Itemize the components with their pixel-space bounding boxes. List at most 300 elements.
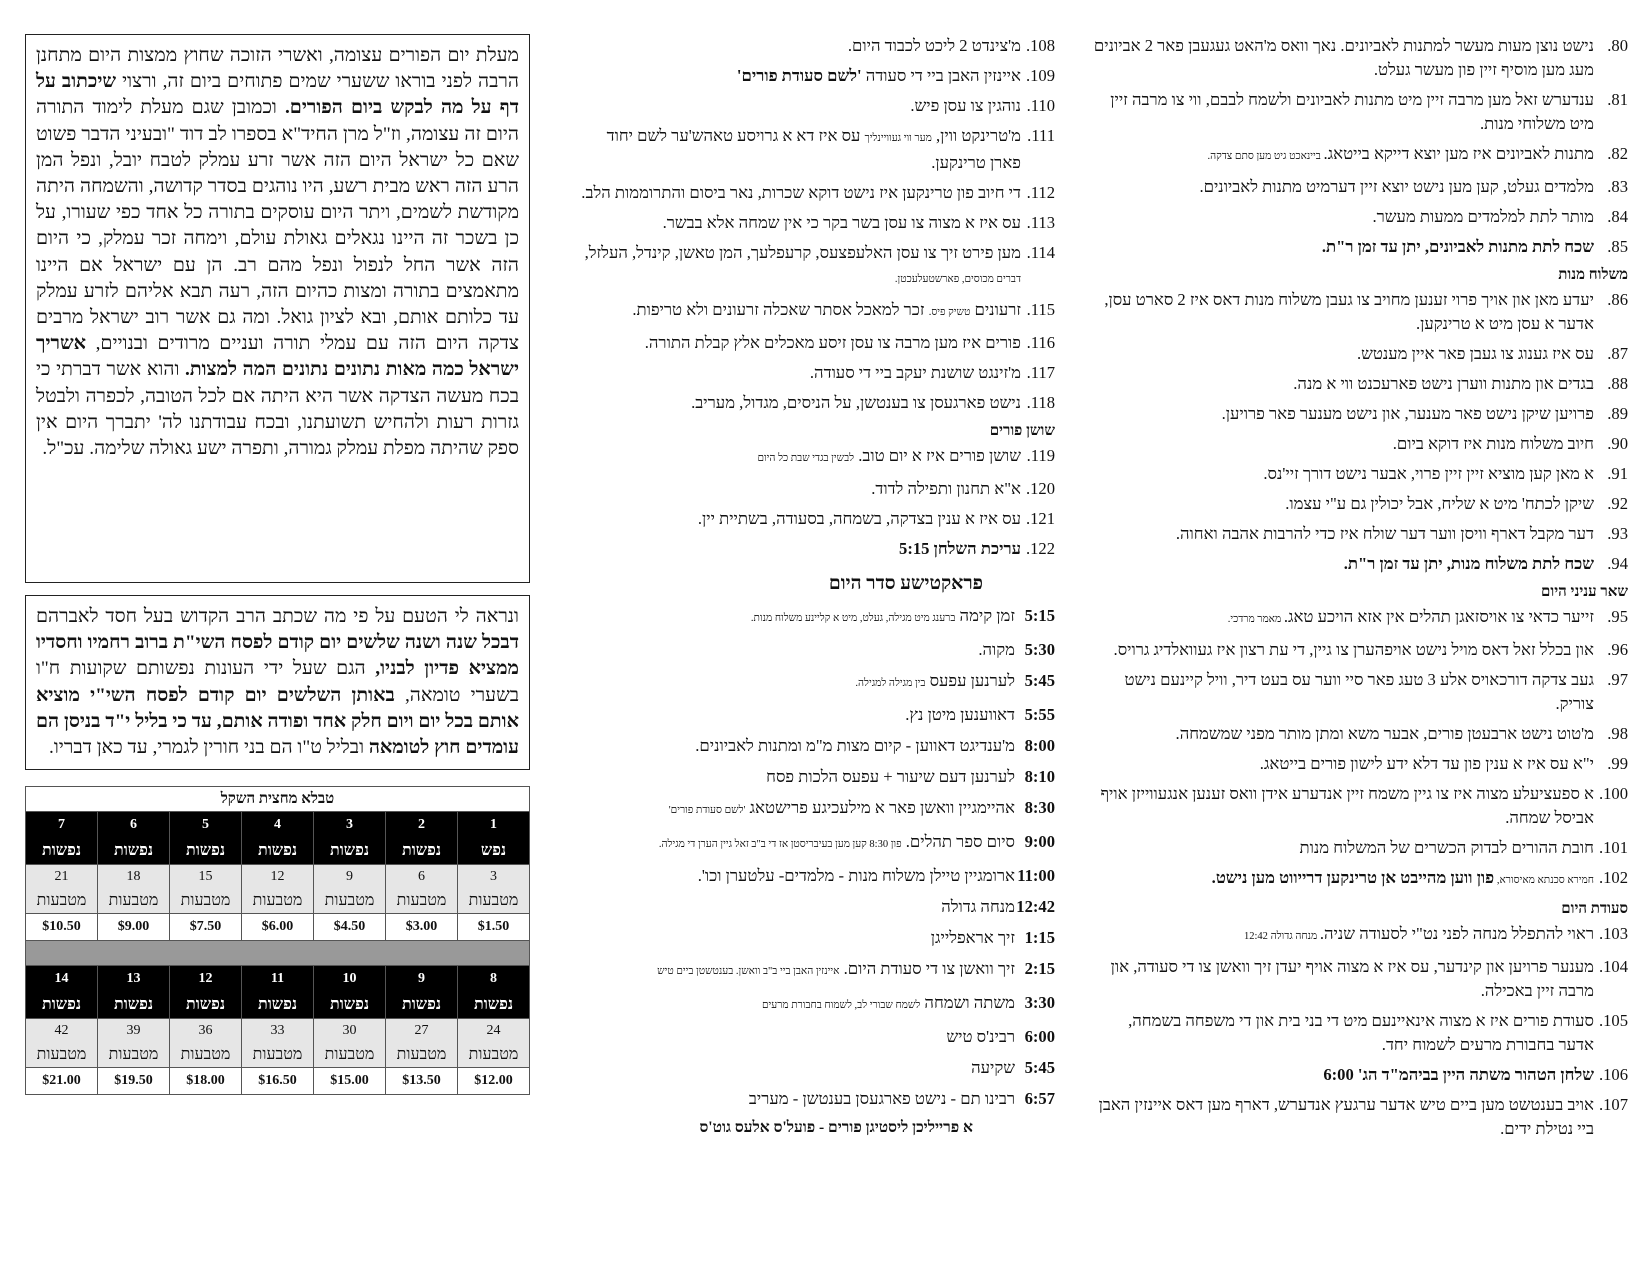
item-number: 87. [1607,344,1628,363]
item-note: מאמר מרדכי. [1227,614,1284,625]
item-number: 82. [1607,144,1628,163]
list-item [1090,782,1628,830]
item-bold-text: פון ווען מהייבט אן טרינקען דרייווט מען נישט. [1211,868,1495,887]
item-number: 90. [1607,434,1628,453]
table-cell-souls [458,966,530,1019]
list-item [1090,402,1628,426]
schedule-time: 5:15 [1024,606,1055,625]
schedule-item [580,863,1055,888]
left-column [25,34,530,1095]
list-item [580,94,1055,118]
souls-count: 6 [130,817,137,833]
table-cell-souls [98,812,170,865]
item-number: 93. [1607,524,1628,543]
item-main-text: עריכת השלחן 5:15 [899,539,1021,558]
table-cell-souls [170,966,242,1019]
coins-count: 6 [418,869,425,885]
item-text [580,361,1021,385]
item-main-text: עס איז א ענין בצדקה, בשמחה, בסעודה, בשתיית יין. [697,509,1021,528]
item-main-text: שושן פורים איז א יום טוב. [854,446,1021,465]
item-text [580,391,1021,415]
item-text [580,298,1021,325]
item-main-text: זרעונים [970,300,1021,319]
schedule-time: 6:00 [1024,1027,1055,1046]
souls-count: 14 [54,971,69,987]
table-cell-price: $10.50 [26,914,98,941]
item-main-text: מ'טרינקט ווין, [931,126,1021,145]
item-number: 99. [1607,754,1628,773]
item-main-text: חיוב משלוח מנות איז דוקא ביום. [1392,434,1594,453]
item-text [580,64,1021,88]
schedule-note: 'לשם סעודת פורים' [668,805,746,816]
schedule-time: 2:15 [1024,959,1055,978]
souls-label: נפשות [257,842,298,860]
item-main-text: מ'צינדט 2 ליכט לכבוד היום. [847,36,1021,55]
coins-label: מטבעות [396,892,447,910]
coins-label: מטבעות [324,1046,375,1064]
list-item [1090,372,1628,396]
item-number: 83. [1607,177,1628,196]
table-cell-souls [26,966,98,1019]
list-item [1090,722,1628,746]
schedule-text [580,990,1015,1018]
coins-count: 39 [126,1023,141,1039]
schedule-item [580,733,1055,758]
schedule-main-text: לערנען עפעס [925,671,1015,690]
table-cell-souls [242,812,314,865]
coins-label: מטבעות [36,1046,87,1064]
coins-label: מטבעות [468,892,519,910]
schedule-main-text: אהיימגיין וואשן פאר א מילעכיגע פרישטאג [745,798,1015,817]
item-number: 121. [1025,509,1055,528]
item-main-text: נוהגין צו עסן פיש. [910,96,1021,115]
schedule-note: פון 8:30 קען מען בעיבריסטן אז די ב"ב זאל גיין הערן די מגילה. [658,839,902,850]
item-number: 115. [1026,300,1055,319]
list-item [1090,922,1628,949]
list-item [1090,638,1628,662]
item-number: 110. [1026,96,1055,115]
item-text [580,124,1021,175]
item-main-text: י"א עס איז א ענין פון עד דלא ידע לישון פורים בייטאג. [1259,754,1594,773]
coins-label: מטבעות [252,1046,303,1064]
item-text [1090,235,1594,259]
item-main-text: די חיוב פון טרינקען איז נישט דוקא שכרות, נאר ביסום והתרוממות הלב. [581,183,1021,202]
schedule-main-text: דאווענען מיטן נץ. [905,705,1015,724]
schedule-time: 8:30 [1024,798,1055,817]
item-text [1090,34,1594,82]
table-coins-row [26,1019,530,1068]
schedule-main-text: מנחה גדולה [941,897,1015,916]
item-text [1090,342,1594,366]
section-heading-shushan-purim: שושן פורים [989,423,1055,439]
schedule-text [580,829,1015,857]
list-item [1090,605,1628,632]
item-main-text: נישט נוצן מעות מעשר למתנות לאביונים. נאך וואס מ'האט געגעבן פאר 2 אביונים מעג מען מוסיף זיין פון מעשר געלט. [1093,36,1594,79]
item-text [1090,288,1594,336]
list-item [1090,342,1628,366]
item-main-text: ראוי להתפלל מנחה לפני נט"י לסעודה שניה. [1319,924,1594,943]
schedule-main-text: לערנען דעם שיעור + עפעס הלכות פסח [766,767,1015,786]
schedule-time: 8:10 [1024,767,1055,786]
souls-label: נפשות [41,842,82,860]
list-item [1090,955,1628,1003]
right-column [1090,34,1628,1147]
list-item [1090,88,1628,136]
essay-text: מעלת יום הפורים עצומה, ואשרי הזוכה שחוץ ממצות היום מתחנן הרבה לפני בוראו ששערי שמים פתוחים ביום זה, ורצוי [36,45,519,93]
essay-box-purim [25,34,530,583]
item-number: 107. [1598,1095,1628,1114]
item-number: 85. [1607,237,1628,256]
table-cell-price: $9.00 [98,914,170,941]
item-number: 118. [1026,393,1055,412]
item-main-text: מ'טוט נישט ארבעטן פורים, אבער משא ומתן מותר מפני שמשמחה. [1175,724,1594,743]
schedule-list [580,603,1055,1111]
item-main-text: געב צדקה דורכאויס אלע 3 טעג פאר סיי ווער עס בעט דיר, וויל קיינעם נישט צוריק. [1124,670,1594,713]
list-item [580,507,1055,531]
essay-bold-text: אשריך ישראל כמה מאות נתונים נתונים המה למצות. [36,333,519,381]
item-text [1090,1063,1594,1087]
schedule-text [580,795,1015,823]
table-header-row [26,812,530,865]
item-text [1090,1009,1594,1057]
item-text [580,34,1021,58]
schedule-item [580,990,1055,1018]
item-text [1090,668,1594,716]
table-coins-row [26,865,530,914]
item-number: 120. [1025,479,1055,498]
table-cell-price: $19.50 [98,1068,170,1095]
essay-text: ונראה לי הטעם על פי מה שכתב הרב הקדוש בעל חסד לאברהם [36,606,519,627]
coins-label: מטבעות [108,1046,159,1064]
list-item [580,477,1055,501]
item-main-text: חמירא סכנתא מאיסורא, [1494,875,1594,886]
item-number: 117. [1026,363,1055,382]
item-text-continued: עס איז דא א גרויסע טאהש'ער לשם יחוד פארן טרינקען. [606,126,1021,172]
schedule-time: 5:45 [1024,1058,1055,1077]
table-cell-coins [170,865,242,914]
table-cell-price: $18.00 [170,1068,242,1095]
souls-label: נפשות [329,842,370,860]
item-main-text: פורים איז מען מרבה צו עסן זיסע מאכלים אלץ קבלת התורה. [644,333,1021,352]
table-cell-souls [386,812,458,865]
item-number: 98. [1607,724,1628,743]
table-cell-price: $4.50 [314,914,386,941]
coins-count: 18 [126,869,141,885]
item-number: 86. [1607,290,1628,309]
souls-label: נפשות [113,842,154,860]
item-number: 105. [1598,1011,1628,1030]
table-cell-price: $21.00 [26,1068,98,1095]
coins-label: מטבעות [180,892,231,910]
list-item [580,64,1055,88]
item-main-text: אויב בענטשט מען ביים טיש אדער ערגעץ אנדערש, דארף מען דאס איינזין האבן ביי נטילת ידים. [1098,1095,1594,1138]
schedule-main-text: מ'ענדיגט דאווען - קיום מצות מ"מ ומתנות לאביונים. [695,736,1015,755]
schedule-text [580,894,1015,919]
schedule-main-text: מקוה. [978,640,1015,659]
list-item [580,298,1055,325]
schedule-item [580,603,1055,631]
list-item [1090,288,1628,336]
schedule-text [580,603,1015,631]
item-number: 114. [1026,243,1055,262]
table-cell-souls [314,812,386,865]
schedule-note: איינזין האבן ביי ב"ב וואשן. בענטשטן ביים טיש [657,966,840,977]
item-main-text: שכח לתת מתנות לאביונים, יתן עד זמן ר"ת. [1321,237,1594,256]
table-cell-coins [458,865,530,914]
table-cell-coins [26,865,98,914]
item-main-text: נישט פארגעסן צו בענטשן, על הניסים, מגדול, מעריב. [691,393,1021,412]
schedule-main-text: זיך אראפלייגן [930,928,1015,947]
item-number: 111. [1027,126,1055,145]
list-item [1090,142,1628,169]
list-item [1090,752,1628,776]
coins-label: מטבעות [108,892,159,910]
item-main-text: חובת ההורים לבדוק הכשרים של המשלוח מנות [1299,838,1594,857]
schedule-time: 8:00 [1024,736,1055,755]
list-item [1090,235,1628,259]
table-title: טבלא מחצית השקל [26,787,530,812]
table-cell-coins [98,1019,170,1068]
item-number: 119. [1026,446,1055,465]
middle-column [580,34,1055,1137]
schedule-text [580,863,1015,888]
table-cell-coins [386,1019,458,1068]
table-cell-coins [26,1019,98,1068]
schedule-item [580,637,1055,662]
schedule-time: 1:15 [1024,928,1055,947]
list-item [580,181,1055,205]
coins-count: 27 [414,1023,429,1039]
item-text [1090,402,1594,426]
list-item [1090,552,1628,576]
item-text [580,181,1021,205]
list-item [1090,668,1628,716]
item-text [1090,866,1594,893]
item-note: ביינאכט גיט מען סתם צדקה. [1207,151,1324,162]
schedule-main-text: סיום ספר תהלים. [901,832,1015,851]
item-text [1090,462,1594,486]
schedule-text [580,925,1015,950]
souls-count: 13 [126,971,141,987]
coins-label: מטבעות [396,1046,447,1064]
item-text [580,537,1021,561]
list-item [580,391,1055,415]
souls-label: נפשות [41,996,82,1014]
item-number: 108. [1025,36,1055,55]
list-item [580,361,1055,385]
item-text [1090,1093,1594,1141]
item-number: 89. [1607,404,1628,423]
item-text [1090,372,1594,396]
item-number: 102. [1598,868,1628,887]
item-main-text: מתנות לאביונים איז מען יוצא דייקא בייטאג. [1323,144,1594,163]
essay-box-pesach [25,595,530,770]
item-number: 106. [1598,1065,1628,1084]
item-number: 91. [1607,464,1628,483]
coins-label: מטבעות [36,892,87,910]
list-item [1090,34,1628,82]
souls-label: נפשות [401,996,442,1014]
coins-label: מטבעות [180,1046,231,1064]
list-seuda-continued [580,34,1055,415]
table-separator [26,941,530,966]
item-text [580,211,1021,235]
coins-count: 15 [198,869,213,885]
table-cell-souls [386,966,458,1019]
schedule-time: 11:00 [1017,866,1055,885]
item-number: 103. [1598,924,1628,943]
table-cell-souls [26,812,98,865]
schedule-time: 6:57 [1024,1089,1055,1108]
item-number: 92. [1607,494,1628,513]
item-text [1090,142,1594,169]
table-cell-souls [242,966,314,1019]
coins-count: 9 [346,869,353,885]
coins-label: מטבעות [252,892,303,910]
souls-count: 4 [274,817,281,833]
coins-label: מטבעות [468,1046,519,1064]
schedule-text [580,702,1015,727]
list-item [1090,175,1628,199]
item-text [1090,782,1594,830]
schedule-item [580,925,1055,950]
item-main-text: פרויען שיקן נישט פאר מענער, און נישט מענער פאר פרויען. [1221,404,1594,423]
coins-count: 24 [486,1023,501,1039]
table-cell-price: $15.00 [314,1068,386,1095]
list-item [1090,1063,1628,1087]
item-number: 88. [1607,374,1628,393]
item-main-text: סעודת פורים איז א מצוה אינאיינעם מיט די בני בית און די משפחה בשמחה, אדער בחבורת מרעים לשמוח יחד. [1128,1011,1594,1054]
schedule-text [580,637,1015,662]
list-item [1090,836,1628,860]
footer-greeting: א פרייליכן ליסטיגן פורים - פועל'ס אלעס גוט'ס [699,1119,973,1136]
item-text [1090,88,1594,136]
table-cell-price: $6.00 [242,914,314,941]
item-main-text: שלחן הטהור משתה היין בביהמ"ד הג' 6:00 [1323,1065,1594,1084]
item-main-text: שיקן לכתח' מיט א שליח, אבל יכולין גם ע"י עצמו. [1285,494,1594,513]
schedule-item [580,956,1055,984]
coins-label: מטבעות [324,892,375,910]
item-number: 113. [1026,213,1055,232]
item-main-text: עס איז א מצוה צו עסן בשר בקר כי אין שמחה אלא בבשר. [662,213,1021,232]
souls-label: נפשות [185,996,226,1014]
item-note: מער ווי געוויינליך [864,133,932,144]
item-text [1090,955,1594,1003]
essay-text: והוא אשר דברתי כי בכח מעשה הצדקה אשר היא היתה אם לכל הטובה, לכפרה ולבטל גזרות רעות ולהחיש תשועתנו, ובכח עבודתנו לה' יתברך היום אין ספק שהיתה מפלת עמלק גמורה, ותפרה ישע גאולה שלימה. עכ"ל. [36,359,519,460]
table-cell-souls [314,966,386,1019]
item-number: 112. [1026,183,1055,202]
item-number: 97. [1607,670,1628,689]
item-main-text: ענדערש זאל מען מרבה זיין מיט מתנות לאביונים ולשמח לבבם, ווי צו מרבה זיין מיט משלוחי מנות. [1110,90,1594,133]
souls-label: נפשות [185,842,226,860]
list-seuda [1090,922,1628,1141]
souls-count: 12 [198,971,213,987]
item-number: 94. [1607,554,1628,573]
list-item [580,241,1055,292]
schedule-text [580,956,1015,984]
item-main-text: איינזין האבן ביי די סעודה [861,66,1021,85]
souls-label: נפשות [257,996,298,1014]
item-main-text: א"א תחנון ותפילה לדוד. [871,479,1021,498]
list-item [1090,205,1628,229]
schedule-item [580,1055,1055,1080]
souls-count: 5 [202,817,209,833]
table-cell-coins [458,1019,530,1068]
list-item [580,537,1055,561]
schedule-item [580,764,1055,789]
coins-count: 21 [54,869,69,885]
item-number: 101. [1598,838,1628,857]
schedule-time: 3:30 [1024,993,1055,1012]
item-note: לבשין בגדי שבת כל היום [757,453,855,464]
item-number: 122. [1025,539,1055,558]
item-text [1090,432,1594,456]
item-text [1090,605,1594,632]
item-text [1090,638,1594,662]
section-heading-seuda: סעודת היום [1561,901,1628,917]
table-cell-coins [170,1019,242,1068]
schedule-text [580,1055,1015,1080]
table-cell-coins [386,865,458,914]
list-item [1090,492,1628,516]
table-cell-coins [314,1019,386,1068]
item-number: 80. [1607,36,1628,55]
schedule-item [580,1024,1055,1049]
item-text [580,507,1021,531]
item-main-text: יעדע מאן און אויך פרוי זענען מחויב צו געבן משלוח מנות דאס איז 2 סארט עסן, אדער א עסן מיט א טרינקען. [1104,290,1594,333]
schedule-note: בין מגילה למגילה. [855,678,926,689]
item-number: 81. [1607,90,1628,109]
essay-text: הגם שעל ידי העונות נפשותם שקועות ח"ו בשערי טומאה, [36,658,520,706]
item-text [1090,552,1594,576]
table-price-row [26,1068,530,1095]
table-cell-price: $13.50 [386,1068,458,1095]
schedule-text [580,733,1015,758]
item-text [580,331,1021,355]
item-text [580,241,1021,292]
schedule-item [580,668,1055,696]
item-main-text: שכח לתת משלוח מנות, יתן עד זמן ר"ת. [1343,554,1594,573]
souls-count: 1 [490,817,497,833]
list-mishloach-manos [1090,288,1628,576]
coins-count: 30 [342,1023,357,1039]
essay-bold-text: דבכל שנה ושנה שלשים יום קודם לפסח השי"ת ברוב רחמיו וחסדיו ממציא פדיון לבניו, [36,632,519,680]
table-cell-price: $1.50 [458,914,530,941]
item-main-text: מענער פרויען און קינדער, עס איז א מצוה אויף יעדן זיך וואשן צו די סעודה, און מרבה זיין באכילה. [1110,957,1594,1000]
item-number: 116. [1026,333,1055,352]
item-main-text: עס איז גענוג צו געבן פאר איין מענטש. [1356,344,1594,363]
souls-count: 8 [490,971,497,987]
souls-count: 11 [270,971,285,987]
item-main-text: מען פירט זיך צו עסן האלעפצעס, קרעפלעך, המן טאשן, קינדל, העלזל, [584,243,1021,262]
schedule-main-text: ארומגיין טיילן משלוח מנות - מלמדים- עלטערן וכו'. [697,866,1015,885]
item-main-text: מותר לתת למלמדים ממעות מעשר. [1372,207,1594,226]
table-cell-coins [98,865,170,914]
item-number: 96. [1607,640,1628,659]
schedule-item [580,795,1055,823]
table-header-row [26,966,530,1019]
table-cell-souls [98,966,170,1019]
list-item [1090,1093,1628,1141]
table-cell-price: $12.00 [458,1068,530,1095]
table-cell-souls [458,812,530,865]
schedule-note: לשמח שבורי לב, לשמוח בחבורת מרעים [761,1000,921,1011]
item-main-text: זייער כדאי צו אויסזאגן תהלים אין אזא הויכע טאג. [1283,607,1594,626]
section-heading-mishloach-manos: משלוח מנות [1558,267,1628,283]
essay-text: ובליל ט"ו הם בני חורין לגמרי, עד כאן דבריו. [49,737,369,759]
schedule-item [580,829,1055,857]
schedule-note: ברענג מיט מגילה, געלט, מיט א קליינע משלוח מנות. [750,613,956,624]
